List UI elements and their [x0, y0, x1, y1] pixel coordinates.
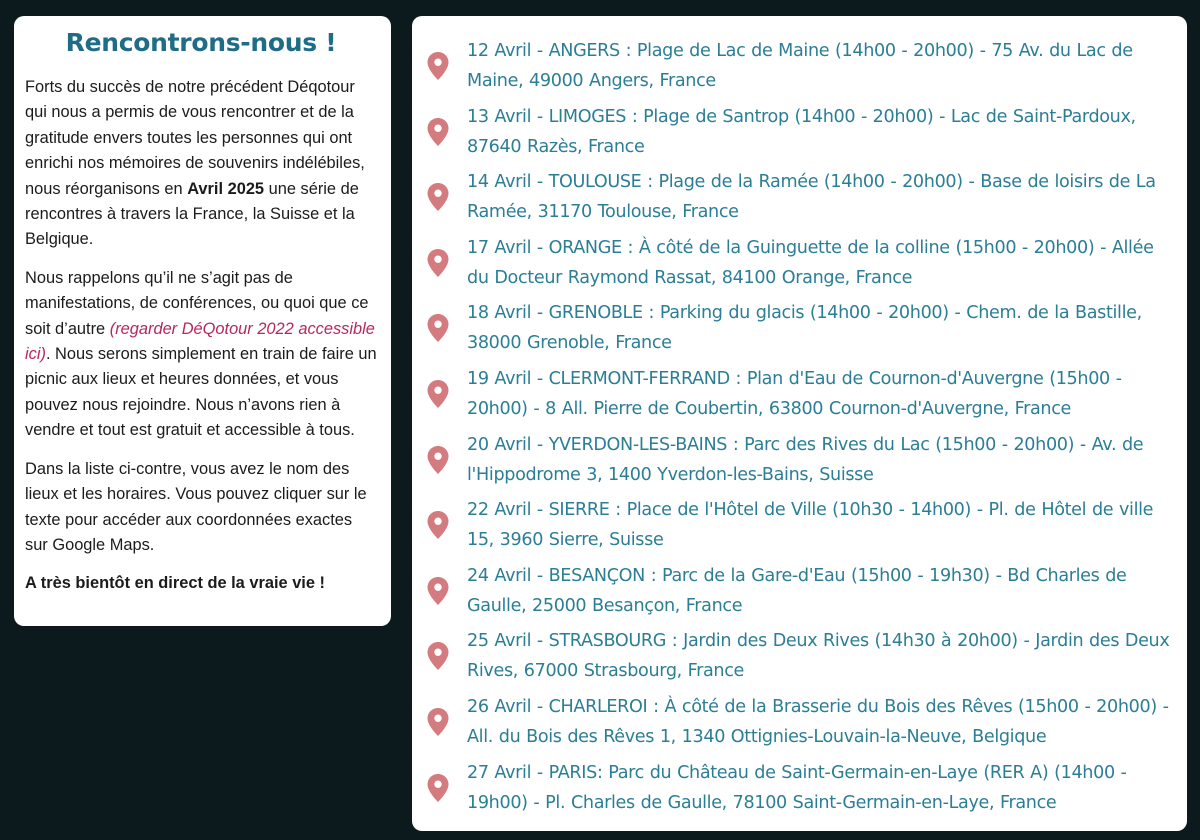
- location-link[interactable]: 24 Avril - BESANÇON : Parc de la Gare-d'Eau (15h00 - 19h30) - Bd Charles de Gaulle, 25000 Besançon, France: [467, 565, 1127, 616]
- intro-card: [14, 16, 391, 626]
- location-item: [426, 167, 1173, 233]
- location-link[interactable]: 26 Avril - CHARLEROI : À côté de la Brasserie du Bois des Rêves (15h00 - 20h00) - All. du Bois des Rêves 1, 1340 Ottignies-Louvain-la-Neuve, Belgique: [467, 696, 1169, 747]
- location-item: [426, 364, 1173, 430]
- intro-text: une série de rencontres à travers la France, la Suisse et la Belgique.: [25, 179, 359, 249]
- location-link[interactable]: 25 Avril - STRASBOURG : Jardin des Deux Rives (14h30 à 20h00) - Jardin des Deux Rives, 67000 Strasbourg, France: [467, 631, 1170, 682]
- locations-list: [426, 36, 1173, 823]
- location-link[interactable]: 22 Avril - SIERRE : Place de l'Hôtel de Ville (10h30 - 14h00) - Pl. de Hôtel de ville 15, 3960 Sierre, Suisse: [467, 500, 1154, 551]
- intro-paragraph-3: Dans la liste ci-contre, vous avez le nom des lieux et les horaires. Vous pouvez cliquer sur le texte pour accéder aux coordonnées exactes sur Google Maps.: [25, 459, 367, 554]
- location-item: [426, 102, 1173, 168]
- map-pin-icon: [426, 626, 467, 675]
- intro-title: Rencontrons-nous !: [65, 28, 337, 57]
- intro-text: Forts du succès de notre précédent Déqotour qui nous a permis de vous rencontrer et de la gratitude envers toutes les personnes qui ont enrichi nos mémoires de souvenirs indélébiles, nous réorganisons en: [25, 78, 365, 198]
- intro-paragraph-1: [25, 75, 377, 253]
- map-pin-icon: [426, 102, 467, 151]
- location-item: [426, 758, 1173, 824]
- map-pin-icon: [426, 233, 467, 282]
- location-link[interactable]: 19 Avril - CLERMONT-FERRAND : Plan d'Eau de Cournon-d'Auvergne (15h00 - 20h00) - 8 All. Pierre de Coubertin, 63800 Cournon-d'Auvergne, France: [467, 368, 1122, 419]
- location-item: [426, 233, 1173, 299]
- intro-paragraph-2: [25, 266, 377, 444]
- location-item: [426, 692, 1173, 758]
- location-link[interactable]: 18 Avril - GRENOBLE : Parking du glacis (14h00 - 20h00) - Chem. de la Bastille, 38000 Grenoble, France: [467, 303, 1142, 354]
- map-pin-icon: [426, 430, 467, 479]
- location-link[interactable]: 12 Avril - ANGERS : Plage de Lac de Maine (14h00 - 20h00) - 75 Av. du Lac de Maine, 49000 Angers, France: [467, 41, 1133, 91]
- location-item: [426, 495, 1173, 561]
- location-item: [426, 298, 1173, 364]
- location-link[interactable]: 27 Avril - PARIS: Parc du Château de Saint-Germain-en-Laye (RER A) (14h00 - 19h00) - Pl. Charles de Gaulle, 78100 Saint-Germain-en-Laye, France: [467, 762, 1127, 813]
- map-pin-icon: [426, 36, 467, 85]
- map-pin-icon: [426, 495, 467, 544]
- intro-date-highlight: Avril 2025: [187, 179, 265, 198]
- intro-text: . Nous serons simplement en train de faire un picnic aux lieux et heures données, et vous pouvez nous rejoindre. Nous n’avons rien à vendre et tout est gratuit et accessible à tous.: [25, 345, 377, 440]
- intro-text: Nous rappelons qu’il ne s’agit pas de manifestations, de conférences, ou quoi que ce soit d’autre: [25, 268, 369, 338]
- map-pin-icon: [426, 692, 467, 741]
- map-pin-icon: [426, 298, 467, 347]
- location-link[interactable]: 14 Avril - TOULOUSE : Plage de la Ramée (14h00 - 20h00) - Base de loisirs de La Ramée, 31170 Toulouse, France: [467, 172, 1156, 223]
- map-pin-icon: [426, 167, 467, 216]
- location-link[interactable]: 13 Avril - LIMOGES : Plage de Santrop (14h00 - 20h00) - Lac de Saint-Pardoux, 87640 Razès, France: [467, 106, 1136, 157]
- map-pin-icon: [426, 364, 467, 413]
- locations-card: [412, 16, 1187, 831]
- location-item: [426, 626, 1173, 692]
- intro-closing: A très bientôt en direct de la vraie vie !: [25, 574, 325, 593]
- location-item: [426, 430, 1173, 496]
- location-link[interactable]: 17 Avril - ORANGE : À côté de la Guinguette de la colline (15h00 - 20h00) - Allée du Docteur Raymond Rassat, 84100 Orange, France: [467, 237, 1154, 288]
- location-item: [426, 561, 1173, 627]
- map-pin-icon: [426, 758, 467, 807]
- location-link[interactable]: 20 Avril - YVERDON-LES-BAINS : Parc des Rives du Lac (15h00 - 20h00) - Av. de l'Hippodrome 3, 1400 Yverdon-les-Bains, Suisse: [467, 434, 1144, 485]
- map-pin-icon: [426, 561, 467, 610]
- dequotour-2022-link[interactable]: (regarder DéQotour 2022 accessible ici): [25, 319, 375, 364]
- location-item: [426, 36, 1173, 102]
